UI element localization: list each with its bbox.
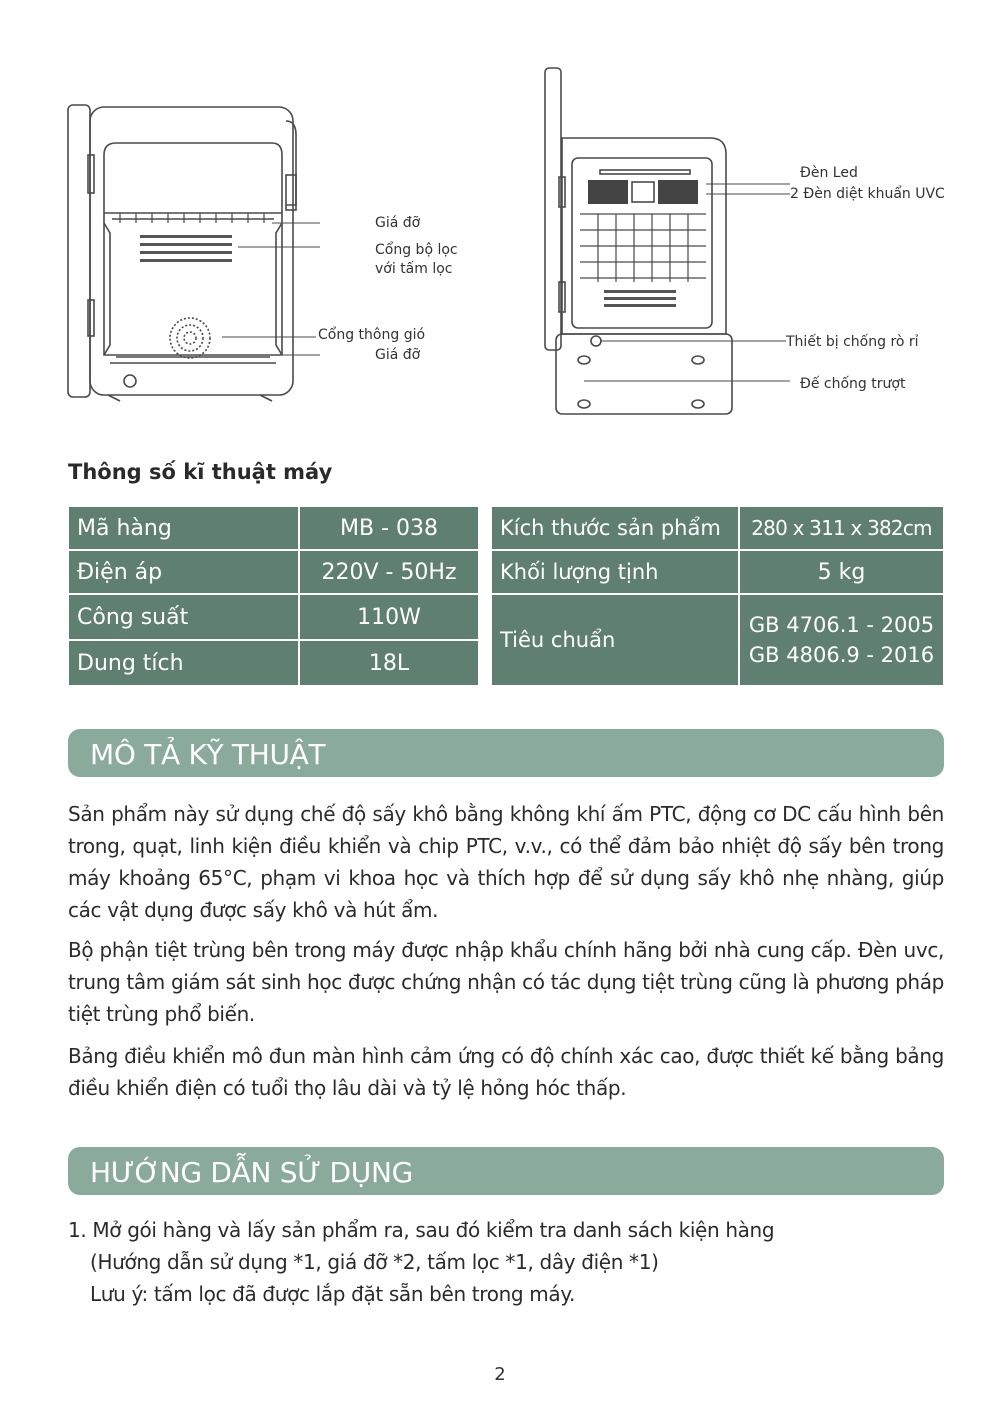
label-filter-port-line2: với tấm lọc [375,261,453,277]
tech-paragraph-1: Sản phẩm này sử dụng chế độ sấy khô bằng không khí ấm PTC, động cơ DC cấu hình bên trong, quạt, linh kiện điều khiển và chip PTC, v.v., có thể đảm bảo nhiệt độ sấy bên trong máy khoảng 65°C, phạm vi khoa học và thích hợp để sử dụng sấy khô nhẹ nhàng, giúp các vật dụng được sấy khô và hút ẩm. [68,802,944,922]
label-led: Đèn Led [800,165,858,181]
label-uvc: 2 Đèn diệt khuẩn UVC [790,186,945,202]
page-number: 2 [494,1364,506,1385]
label-shelf-bottom: Giá đỡ [375,347,421,363]
spec-value: 18L [299,640,479,686]
label-filter-port-line1: Cổng bộ lọc [375,242,458,258]
table-row [68,594,479,640]
step-1-line-2: (Hướng dẫn sử dụng *1, giá đỡ *2, tấm lọc *1, dây điện *1) [90,1250,659,1274]
specs-heading: Thông số kĩ thuật máy [68,460,333,484]
table-row [491,550,944,594]
spec-value: 5 kg [739,550,944,594]
standard-line-1: GB 4706.1 - 2005 [748,613,935,637]
label-feet: Đế chống trượt [800,376,906,392]
spec-value: 110W [299,594,479,640]
spec-value [739,594,944,686]
spec-label: Kích thước sản phẩm [491,506,739,550]
step-1-line-3: Lưu ý: tấm lọc đã được lắp đặt sẵn bên trong máy. [90,1282,575,1306]
standard-line-2: GB 4806.9 - 2016 [748,643,935,667]
spec-label: Dung tích [68,640,299,686]
open-view-diagram [540,62,960,422]
table-row [68,506,479,550]
section-title-usage: HƯỚNG DẪN SỬ DỤNG [90,1156,414,1189]
tech-paragraph-3: Bảng điều khiển mô đun màn hình cảm ứng có độ chính xác cao, được thiết kế bằng bảng điều khiển điện có tuổi thọ lâu dài và tỷ lệ hỏng hóc thấp. [68,1044,944,1100]
spec-value: 220V - 50Hz [299,550,479,594]
spec-table-right [490,505,945,687]
table-row [68,640,479,686]
spec-label: Khối lượng tịnh [491,550,739,594]
front-view-diagram [60,95,320,415]
table-row [68,550,479,594]
spec-label: Tiêu chuẩn [491,594,739,686]
spec-label: Điện áp [68,550,299,594]
section-title-tech: MÔ TẢ KỸ THUẬT [90,738,326,771]
label-leak: Thiết bị chống rò rỉ [786,334,919,350]
section-header-usage [68,1147,944,1195]
section-header-tech [68,729,944,777]
table-row [491,506,944,550]
tech-paragraph-2: Bộ phận tiệt trùng bên trong máy được nhập khẩu chính hãng bởi nhà cung cấp. Đèn uvc, trung tâm giám sát sinh học được chứng nhận có tác dụng tiệt trùng cũng là phương pháp tiệt trùng phổ biến. [68,938,944,1026]
spec-value: MB - 038 [299,506,479,550]
spec-label: Công suất [68,594,299,640]
usage-step-1 [68,1214,944,1310]
spec-table-left [67,505,480,687]
label-shelf-top: Giá đỡ [375,215,421,231]
table-row [491,594,944,686]
spec-value: 280 x 311 x 382cm [739,506,944,550]
label-vent-port: Cổng thông gió [318,327,426,343]
spec-label: Mã hàng [68,506,299,550]
step-1-line-1: 1. Mở gói hàng và lấy sản phẩm ra, sau đó kiểm tra danh sách kiện hàng [68,1218,775,1242]
